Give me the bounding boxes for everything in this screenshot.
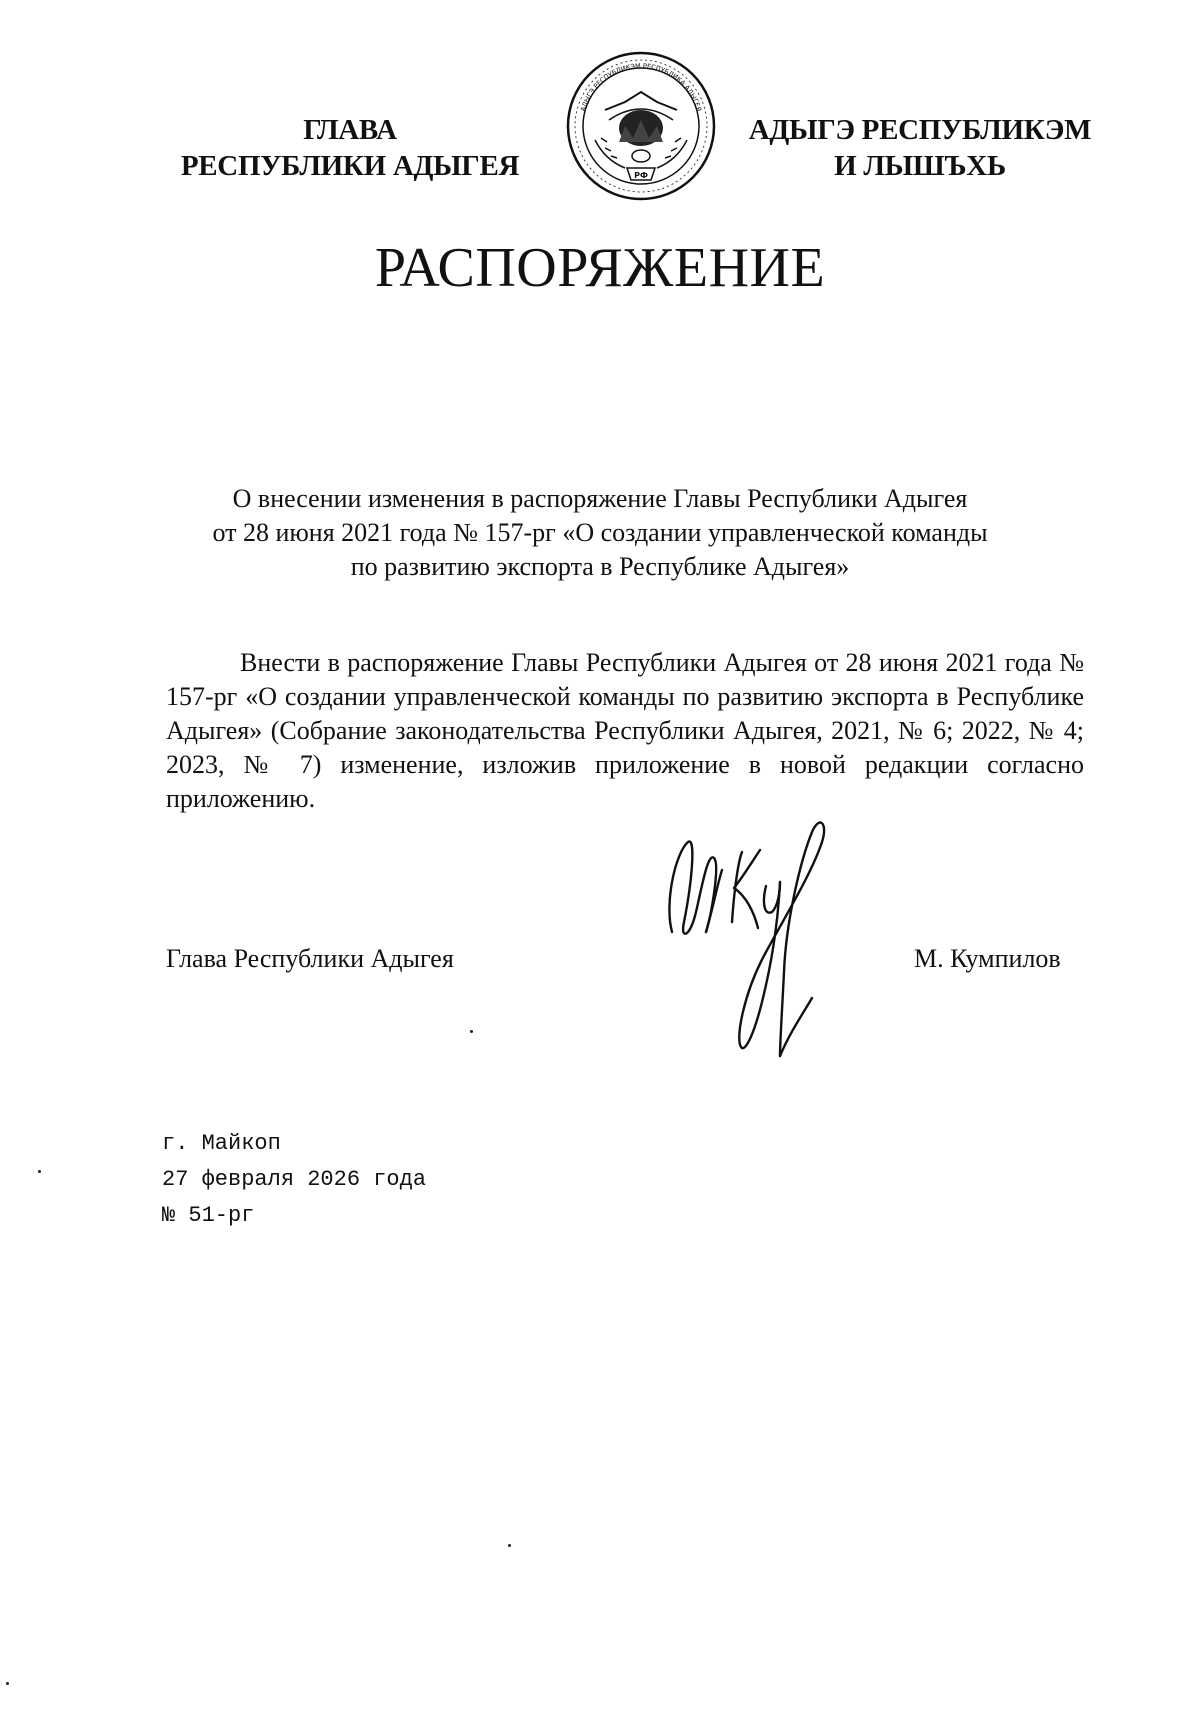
- coat-of-arms-emblem-icon: [565, 50, 717, 202]
- document-body: Внести в распоряжение Главы Республики Адыгея от 28 июня 2021 года № 157-рг «О создании управленческой команды по развитию экспорта в Республике Адыгея» (Собрание законодательства Республики Адыгея, 2021, № 6; 2022, № 4; 2023, № 7) изменение, изложив приложение в новой редакции согласно приложению.: [166, 648, 1084, 813]
- subject-line2: от 28 июня 2021 года № 157-рг «О создании управленческой команды: [212, 518, 988, 547]
- scan-speck: [6, 1682, 9, 1685]
- header-right-line2: И ЛЫШЪХЬ: [834, 150, 1006, 182]
- header-left: [160, 112, 540, 184]
- emblem-ring-text: АДЫГЭ РЕСПУБЛИКЭМ РЕСПУБЛИКА АДЫГЕЯ: [578, 61, 704, 113]
- handwritten-signature-icon: [662, 812, 882, 1112]
- header-right-line1: АДЫГЭ РЕСПУБЛИКЭМ: [748, 114, 1092, 146]
- document-footer: [162, 1126, 426, 1234]
- signatory-position: Глава Республики Адыгея: [166, 944, 454, 973]
- header-left-line1: ГЛАВА: [303, 114, 397, 146]
- document-title: РАСПОРЯЖЕНИЕ: [374, 237, 826, 299]
- footer-number: № 51-рг: [162, 1203, 255, 1228]
- emblem-bottom-text: РФ: [634, 171, 648, 180]
- subject-line3: по развитию экспорта в Республике Адыгея»: [350, 552, 850, 581]
- signatory-name: М. Кумпилов: [914, 944, 1061, 973]
- footer-city: г. Майкоп: [162, 1131, 281, 1156]
- header-right: [730, 112, 1110, 184]
- subject-line1: О внесении изменения в распоряжение Главы Республики Адыгея: [232, 484, 968, 513]
- document-subject: [150, 482, 1050, 584]
- scan-speck: [38, 1170, 41, 1173]
- header-left-line2: РЕСПУБЛИКИ АДЫГЕЯ: [180, 150, 520, 182]
- scan-speck: [508, 1544, 511, 1547]
- scan-speck: [470, 1030, 473, 1033]
- footer-date: 27 февраля 2026 года: [162, 1167, 427, 1192]
